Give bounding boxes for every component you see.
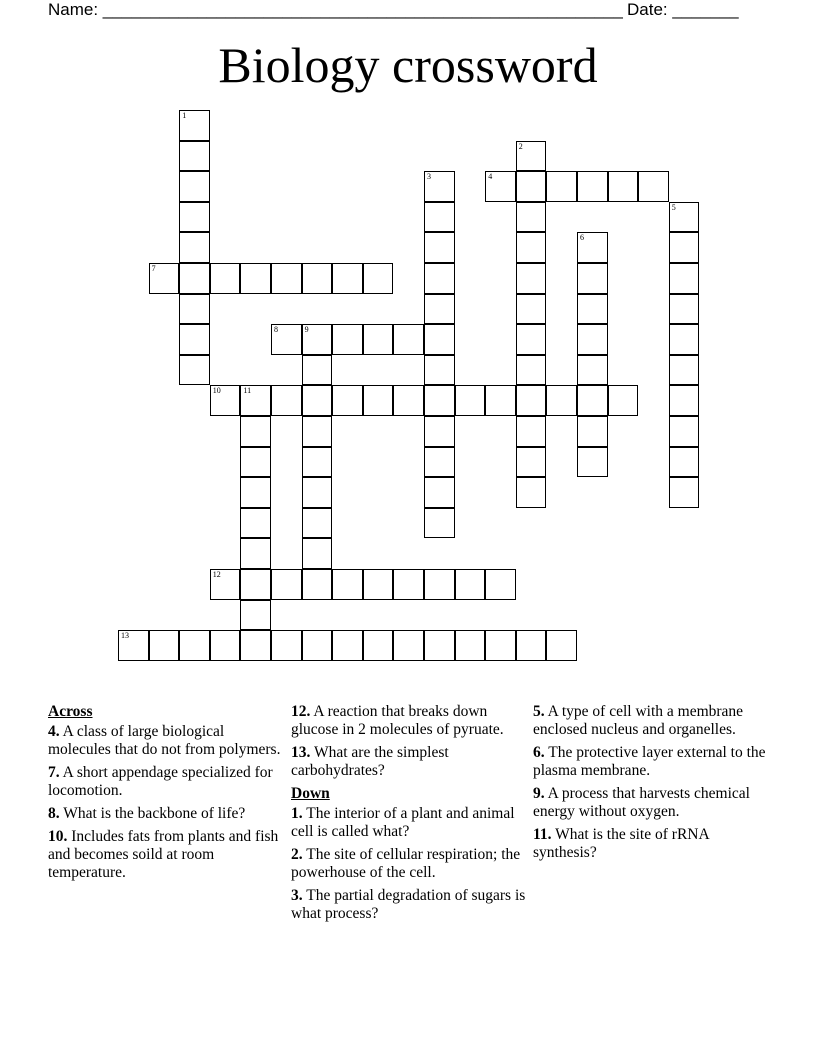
grid-cell[interactable]: [302, 416, 333, 447]
clue-across-7: 7. A short appendage specialized for locomotion.: [48, 764, 273, 799]
grid-cell[interactable]: [179, 110, 210, 141]
grid-cell[interactable]: [118, 630, 149, 661]
grid-cell[interactable]: [332, 385, 363, 416]
clue-down-3: 3. The partial degradation of sugars is what process?: [291, 887, 526, 922]
grid-cell[interactable]: [424, 477, 455, 508]
grid-cell[interactable]: [424, 508, 455, 539]
grid-cell[interactable]: [240, 385, 271, 416]
grid-cell[interactable]: [240, 416, 271, 447]
grid-cell[interactable]: [240, 508, 271, 539]
grid-cell[interactable]: [669, 324, 700, 355]
clue-across-8: 8. What is the backbone of life?: [48, 805, 246, 822]
grid-cell[interactable]: [669, 355, 700, 386]
grid-cell[interactable]: [577, 171, 608, 202]
grid-cell[interactable]: [210, 263, 241, 294]
grid-cell[interactable]: [424, 263, 455, 294]
grid-cell[interactable]: [240, 447, 271, 478]
grid-cell[interactable]: [577, 232, 608, 263]
grid-cell[interactable]: [424, 171, 455, 202]
clue-number: 5: [671, 202, 676, 212]
grid-cell[interactable]: [363, 263, 394, 294]
grid-cell[interactable]: [638, 171, 669, 202]
grid-cell[interactable]: [179, 202, 210, 233]
clue-number: 13: [121, 631, 129, 641]
grid-cell[interactable]: [608, 171, 639, 202]
grid-cell[interactable]: [455, 569, 486, 600]
grid-cell[interactable]: [424, 630, 455, 661]
clue-number: 11: [243, 386, 252, 396]
grid-cell[interactable]: [577, 355, 608, 386]
grid-cell[interactable]: [516, 385, 547, 416]
grid-cell[interactable]: [577, 324, 608, 355]
grid-cell[interactable]: [363, 630, 394, 661]
grid-cell[interactable]: [577, 416, 608, 447]
grid-cell[interactable]: [179, 294, 210, 325]
grid-cell[interactable]: [393, 569, 424, 600]
grid-cell[interactable]: [485, 385, 516, 416]
grid-cell[interactable]: [485, 630, 516, 661]
grid-cell[interactable]: [302, 538, 333, 569]
grid-cell[interactable]: [577, 447, 608, 478]
grid-cell[interactable]: [516, 232, 547, 263]
grid-cell[interactable]: [669, 447, 700, 478]
grid-cell[interactable]: [516, 294, 547, 325]
grid-cell[interactable]: [179, 171, 210, 202]
grid-cell[interactable]: [577, 263, 608, 294]
grid-cell[interactable]: [455, 385, 486, 416]
grid-cell[interactable]: [332, 630, 363, 661]
clue-number: 6: [580, 233, 584, 243]
page-title: Biology crossword: [218, 37, 598, 93]
grid-cell[interactable]: [302, 569, 333, 600]
grid-cell[interactable]: [271, 324, 302, 355]
clue-across-13: 13. What are the simplest carbohydrates?: [291, 744, 449, 779]
grid-cell[interactable]: [271, 385, 302, 416]
grid-cell[interactable]: [516, 447, 547, 478]
grid-cell[interactable]: [669, 416, 700, 447]
grid-cell[interactable]: [516, 263, 547, 294]
grid-cell[interactable]: [149, 263, 180, 294]
grid-cell[interactable]: [516, 202, 547, 233]
grid-cell[interactable]: [455, 630, 486, 661]
grid-cell[interactable]: [516, 324, 547, 355]
grid-cell[interactable]: [179, 324, 210, 355]
clue-down-1: 1. The interior of a plant and animal cell is called what?: [291, 805, 515, 840]
grid-cell[interactable]: [669, 294, 700, 325]
clues-column-3: [533, 703, 768, 867]
grid-cell[interactable]: [516, 630, 547, 661]
grid-cell[interactable]: [546, 171, 577, 202]
grid-cell[interactable]: [240, 630, 271, 661]
grid-cell[interactable]: [302, 508, 333, 539]
grid-cell[interactable]: [302, 355, 333, 386]
grid-cell[interactable]: [577, 294, 608, 325]
date-field[interactable]: Date: _______: [627, 0, 739, 19]
grid-cell[interactable]: [669, 263, 700, 294]
grid-cell[interactable]: [302, 263, 333, 294]
grid-cell[interactable]: [424, 385, 455, 416]
clue-number: 8: [274, 325, 278, 335]
grid-cell[interactable]: [271, 630, 302, 661]
clue-number: 3: [427, 172, 431, 182]
clue-down-2: 2. The site of cellular respiration; the powerhouse of the cell.: [291, 846, 521, 881]
grid-cell[interactable]: [516, 141, 547, 172]
grid-cell[interactable]: [546, 630, 577, 661]
grid-cell[interactable]: [240, 263, 271, 294]
grid-cell[interactable]: [179, 232, 210, 263]
grid-cell[interactable]: [669, 232, 700, 263]
grid-cell[interactable]: [149, 630, 180, 661]
clue-across-10: 10. Includes fats from plants and fish and becomes soild at room temperature.: [48, 828, 279, 881]
grid-cell[interactable]: [332, 263, 363, 294]
clue-number: 2: [518, 141, 523, 151]
grid-cell[interactable]: [424, 294, 455, 325]
clue-number: 10: [212, 386, 221, 396]
grid-cell[interactable]: [302, 447, 333, 478]
grid-cell[interactable]: [240, 538, 271, 569]
grid-cell[interactable]: [516, 355, 547, 386]
grid-cell[interactable]: [332, 324, 363, 355]
grid-cell[interactable]: [424, 447, 455, 478]
grid-cell[interactable]: [577, 385, 608, 416]
grid-cell[interactable]: [424, 355, 455, 386]
grid-cell[interactable]: [179, 263, 210, 294]
clues-column-2: [291, 703, 526, 928]
grid-cell[interactable]: [271, 569, 302, 600]
clue-across-4: 4. A class of large biological molecules that do not from polymers.: [48, 723, 281, 758]
clue-across-12: 12. A reaction that breaks down glucose in 2 molecules of pyruate.: [291, 703, 504, 738]
clue-number: 4: [488, 172, 493, 182]
clue-number: 9: [304, 325, 309, 335]
grid-cell[interactable]: [179, 355, 210, 386]
grid-cell[interactable]: [608, 385, 639, 416]
grid-cell[interactable]: [516, 477, 547, 508]
grid-cell[interactable]: [669, 202, 700, 233]
grid-cell[interactable]: [363, 385, 394, 416]
grid-cell[interactable]: [332, 569, 363, 600]
grid-cell[interactable]: [240, 600, 271, 631]
grid-cell[interactable]: [516, 171, 547, 202]
grid-cell[interactable]: [179, 141, 210, 172]
grid-cell[interactable]: [363, 569, 394, 600]
clue-number: 7: [151, 264, 156, 273]
grid-cell[interactable]: [546, 385, 577, 416]
grid-cell[interactable]: [424, 202, 455, 233]
grid-cell[interactable]: [516, 416, 547, 447]
clues-column-1: [48, 703, 283, 887]
clue-down-6: 6. The protective layer external to the plasma membrane.: [533, 744, 766, 779]
grid-cell[interactable]: [424, 569, 455, 600]
grid-cell[interactable]: [393, 630, 424, 661]
grid-cell[interactable]: [363, 324, 394, 355]
grid-cell[interactable]: [424, 324, 455, 355]
grid-cell[interactable]: [271, 263, 302, 294]
grid-cell[interactable]: [393, 324, 424, 355]
clue-down-9: 9. A process that harvests chemical energy without oxygen.: [533, 785, 750, 820]
clue-number: 1: [182, 111, 187, 120]
clue-down-11: 11. What is the site of rRNA synthesis?: [533, 826, 709, 861]
grid-cell[interactable]: [179, 630, 210, 661]
name-field[interactable]: Name: _______________________________________________________: [48, 0, 623, 19]
grid-cell[interactable]: [240, 477, 271, 508]
grid-cell[interactable]: [669, 477, 700, 508]
across-heading: Across: [48, 703, 93, 720]
grid-cell[interactable]: [210, 385, 241, 416]
clue-down-5: 5. A type of cell with a membrane enclosed nucleus and organelles.: [533, 703, 744, 738]
grid-cell[interactable]: [302, 324, 333, 355]
grid-cell[interactable]: [485, 171, 516, 202]
clue-number: 12: [212, 570, 221, 579]
grid-cell[interactable]: [302, 385, 333, 416]
grid-cell[interactable]: [240, 569, 271, 600]
grid-cell[interactable]: [485, 569, 516, 600]
grid-cell[interactable]: [669, 385, 700, 416]
grid-cell[interactable]: [302, 630, 333, 661]
grid-cell[interactable]: [210, 630, 241, 661]
grid-cell[interactable]: [393, 385, 424, 416]
grid-cell[interactable]: [424, 232, 455, 263]
grid-cell[interactable]: [424, 416, 455, 447]
grid-cell[interactable]: [210, 569, 241, 600]
grid-cell[interactable]: [302, 477, 333, 508]
down-heading: Down: [291, 785, 330, 802]
